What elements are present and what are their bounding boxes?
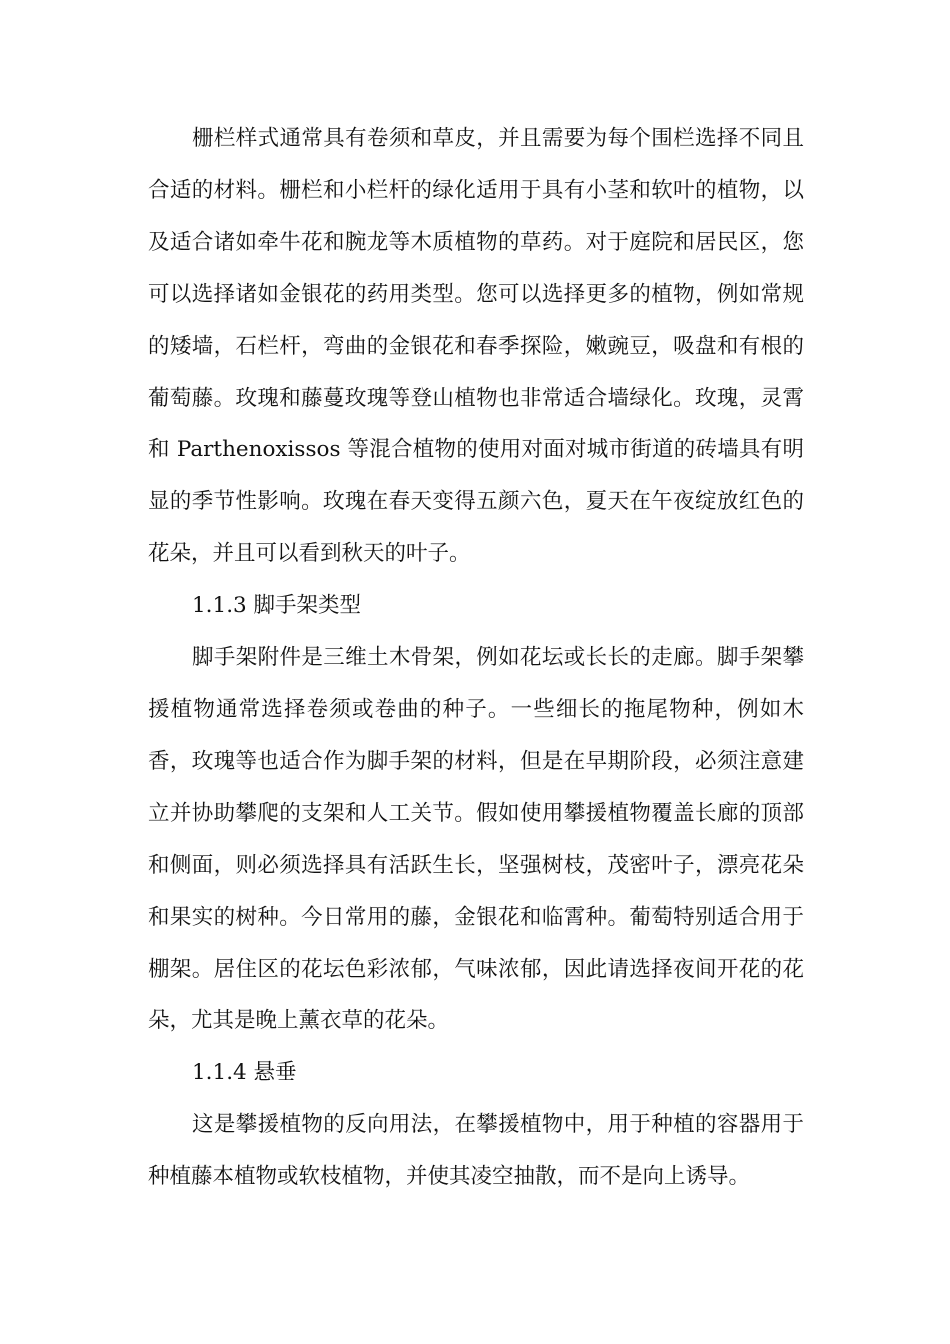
document-page — [148, 113, 804, 1203]
section-heading-1-1-4: 1.1.4 悬垂 — [192, 1060, 297, 1086]
body-paragraph-scaffold-type: 脚手架附件是三维土木骨架，例如花坛或长长的走廊。脚手架攀援植物通常选择卷须或卷曲的种子。一些细长的拖尾物种，例如木香，玫瑰等也适合作为脚手架的材料，但是在早期阶段，必须注意建立并协助攀爬的支架和人工关节。假如使用攀援植物覆盖长廊的顶部和侧面，则必须选择具有活跃生长，坚强树枝，茂密叶子，漂亮花朵和果实的树种。今日常用的藤，金银花和临霄种。葡萄特别适合用于棚架。居住区的花坛色彩浓郁，气味浓郁，因此请选择夜间开花的花朵，尤其是晚上薰衣草的花朵。 — [148, 645, 804, 1034]
body-paragraph-fence-greening: 栅栏样式通常具有卷须和草皮，并且需要为每个围栏选择不同且合适的材料。栅栏和小栏杆的绿化适用于具有小茎和软叶的植物，以及适合诸如牵牛花和腕龙等木质植物的草药。对于庭院和居民区，您可以选择诸如金银花的药用类型。您可以选择更多的植物，例如常规的矮墙，石栏杆，弯曲的金银花和春季探险，嫩豌豆，吸盘和有根的葡萄藤。玫瑰和藤蔓玫瑰等登山植物也非常适合墙绿化。玫瑰，灵霄和 Parthenoxissos 等混合植物的使用对面对城市街道的砖墙具有明显的季节性影响。玫瑰在春天变得五颜六色，夏天在午夜绽放红色的花朵，并且可以看到秋天的叶子。 — [148, 126, 804, 567]
section-heading-1-1-3: 1.1.3 脚手架类型 — [192, 593, 362, 619]
body-paragraph-hanging: 这是攀援植物的反向用法，在攀援植物中，用于种植的容器用于种植藤本植物或软枝植物，并使其凌空抽散，而不是向上诱导。 — [148, 1112, 804, 1190]
